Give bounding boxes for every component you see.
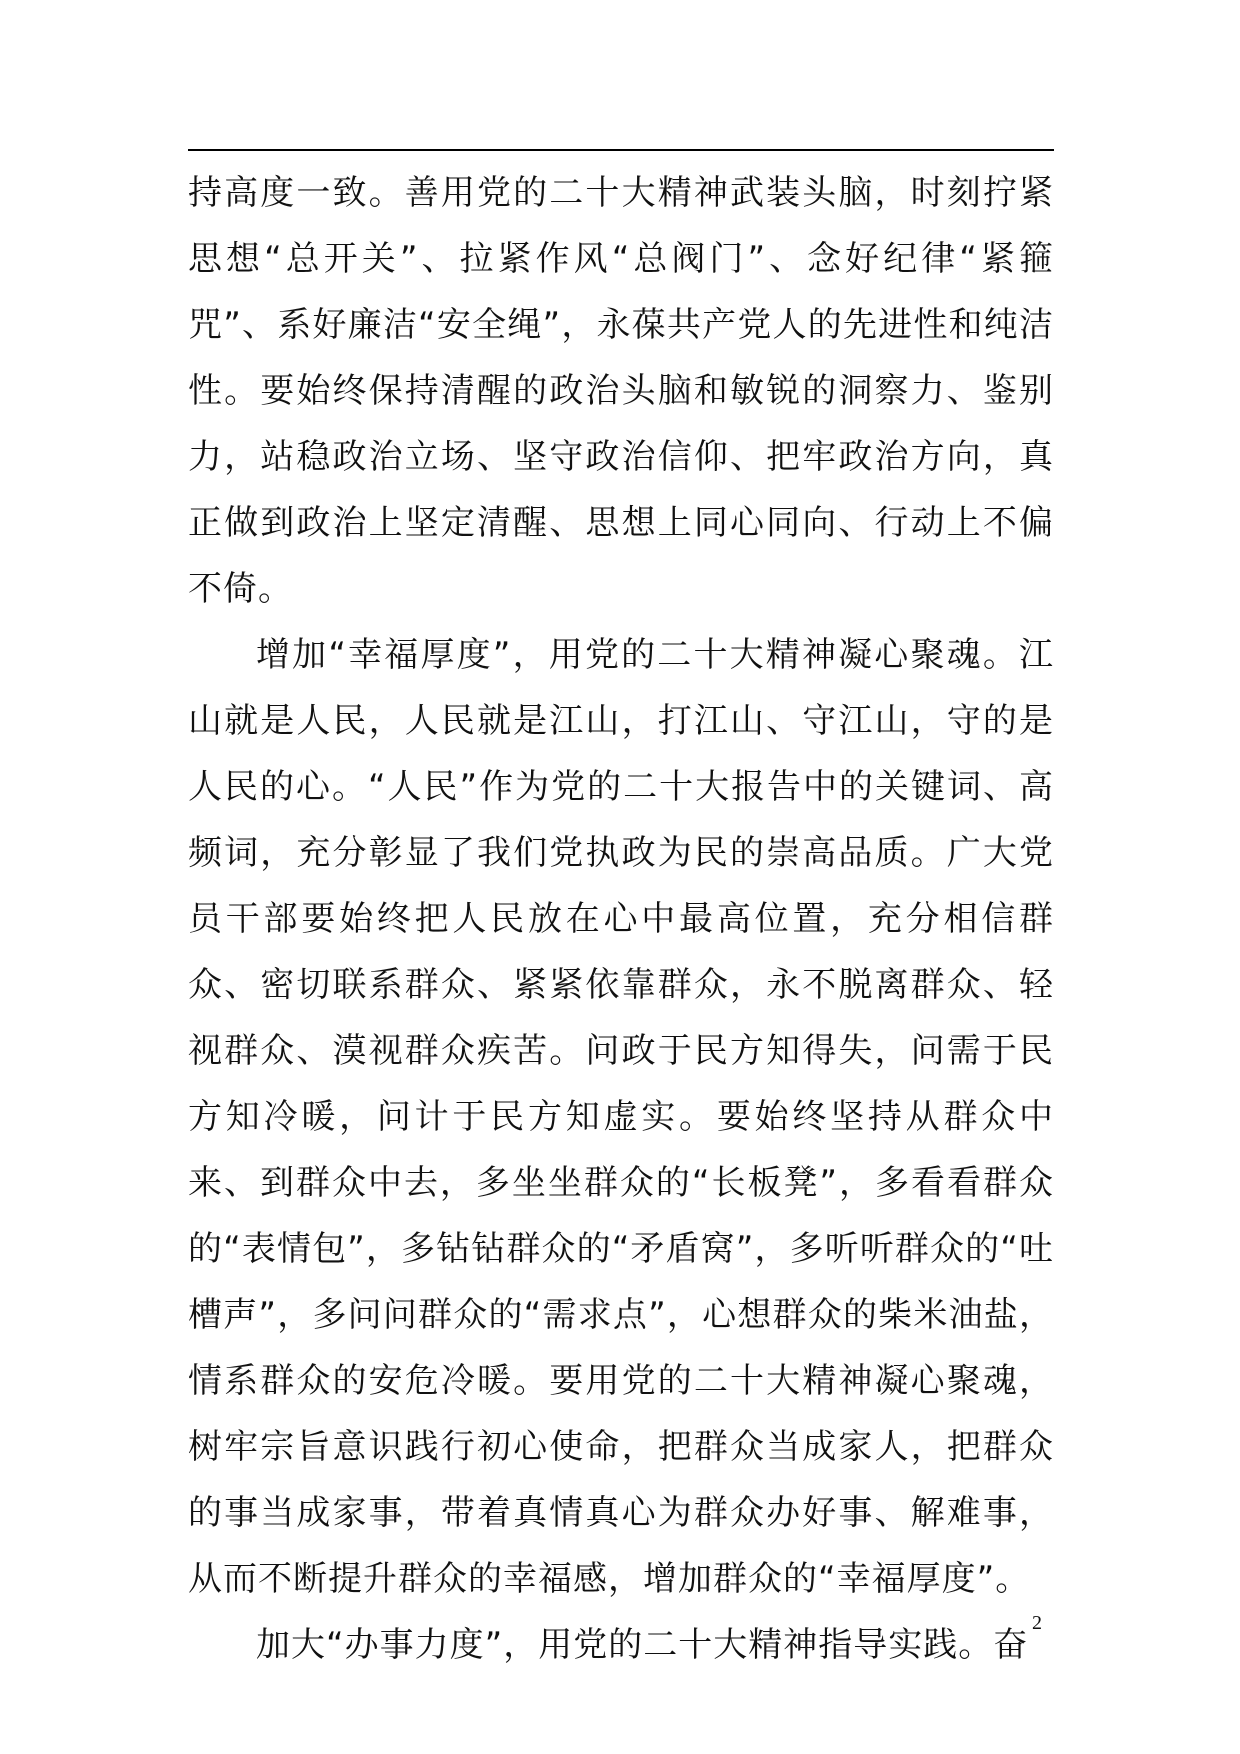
paragraph-continuation: 持高度一致。善用党的二十大精神武装头脑，时刻拧紧思想“总开关”、拉紧作风“总阀门”、念好纪律“紧箍咒”、系好廉洁“安全绳”，永葆共产党人的先进性和纯洁性。要始终保持清醒的政治头脑和敏锐的洞察力、鉴别力，站稳政治立场、坚守政治信仰、把牢政治方向，真正做到政治上坚定清醒、思想上同心同向、行动上不偏不倚。 — [188, 173, 1054, 609]
page-number: 2 — [1032, 1612, 1042, 1634]
paragraph-work-intensity: 加大“办事力度”，用党的二十大精神指导实践。奋 — [256, 1625, 1029, 1665]
header-rule — [188, 149, 1054, 151]
document-body — [188, 160, 1054, 1678]
paragraph-happiness-thickness: 增加“幸福厚度”，用党的二十大精神凝心聚魂。江山就是人民，人民就是江山，打江山、守江山，守的是人民的心。“人民”作为党的二十大报告中的关键词、高频词，充分彰显了我们党执政为民的崇高品质。广大党员干部要始终把人民放在心中最高位置，充分相信群众、密切联系群众、紧紧依靠群众，永不脱离群众、轻视群众、漠视群众疾苦。问政于民方知得失，问需于民方知冷暖，问计于民方知虚实。要始终坚持从群众中来、到群众中去，多坐坐群众的“长板凳”，多看看群众的“表情包”，多钻钻群众的“矛盾窝”，多听听群众的“吐槽声”，多问问群众的“需求点”，心想群众的柴米油盐，情系群众的安危冷暖。要用党的二十大精神凝心聚魂，树牢宗旨意识践行初心使命，把群众当成家人，把群众的事当成家事，带着真情真心为群众办好事、解难事，从而不断提升群众的幸福感，增加群众的“幸福厚度”。 — [188, 635, 1054, 1599]
